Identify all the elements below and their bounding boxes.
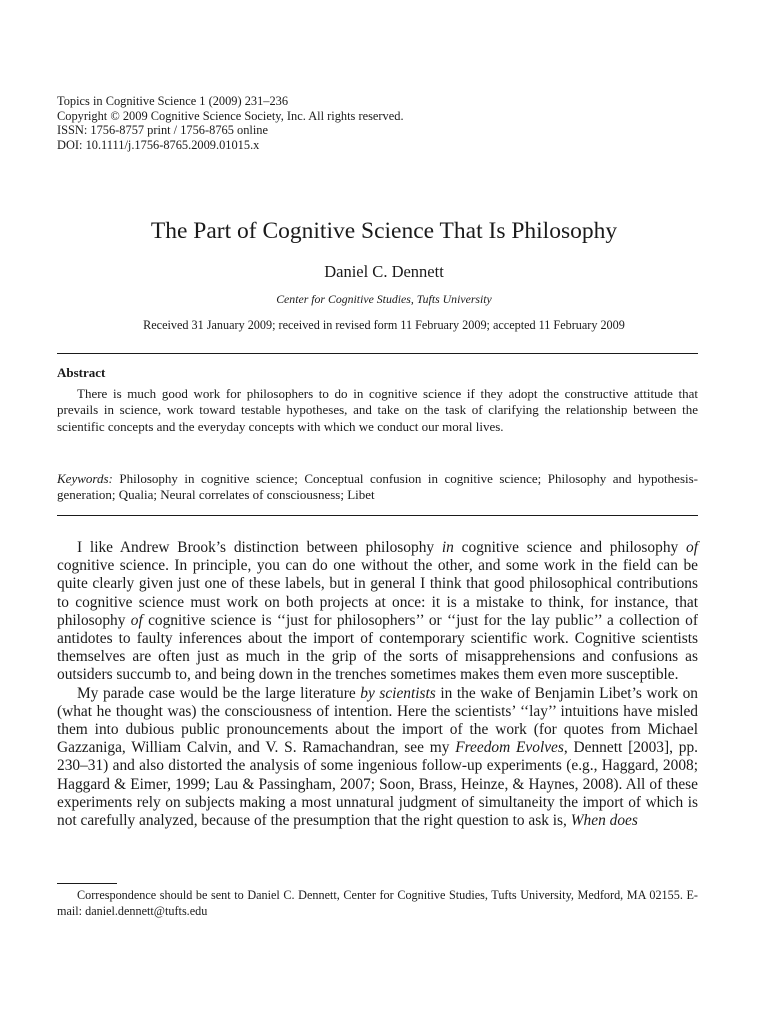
journal-metadata — [57, 94, 404, 152]
copyright-notice: Copyright © 2009 Cognitive Science Society, Inc. All rights reserved. — [57, 108, 404, 123]
issn: ISSN: 1756-8757 print / 1756-8765 online — [57, 123, 268, 138]
article-title: The Part of Cognitive Science That Is Philosophy — [150, 218, 618, 244]
keywords — [57, 471, 698, 504]
abstract-heading: Abstract — [57, 365, 106, 380]
doi: DOI: 10.1111/j.1756-8765.2009.01015.x — [57, 137, 260, 152]
keywords-text: Philosophy in cognitive science; Conceptual confusion in cognitive science; Philosophy and hypothesis-generation; Qualia; Neural correlates of consciousness; Libet — [57, 471, 699, 503]
divider-top — [57, 353, 698, 354]
footnote-divider — [57, 883, 117, 884]
keywords-label: Keywords: — [57, 471, 113, 486]
submission-dates: Received 31 January 2009; received in revised form 11 February 2009; accepted 11 February 2009 — [143, 318, 625, 332]
abstract-text: There is much good work for philosophers to do in cognitive science if they adopt the constructive attitude that prevails in science, work toward testable hypotheses, and take on the task of clarifying the relationship between the scientific concepts and the everyday concepts with which we conduct our moral lives. — [57, 386, 698, 434]
paragraph-2: My parade case would be the large literature by scientists in the wake of Benjamin Libet’s work on (what he thought was) the consciousness of intention. Here the scientists’ ‘‘lay’’ intuitions have misled them into dubious public pronouncements about the import of the work (for quotes from Michael Gazzaniga, William Calvin, and V. S. Ramachandran, see my Freedom Evolves, Dennett [2003], pp. 230–31) and also distorted the analysis of some ingenious follow-up experiments (e.g., Haggard, 2008; Haggard & Eimer, 1999; Lau & Passingham, 2007; Soon, Brass, Heinze, & Haynes, 2008). All of these experiments rely on subjects making a most unnatural judgment of simultaneity the import of which is not carefully analyzed, because of the presumption that the right question to ask is, When does — [57, 684, 698, 830]
body-text — [57, 539, 698, 830]
correspondence-footnote: Correspondence should be sent to Daniel C. Dennett, Center for Cognitive Studies, Tufts University, Medford, MA 02155. E-mail: daniel.dennett@tufts.edu — [57, 888, 698, 918]
author-affiliation: Center for Cognitive Studies, Tufts University — [276, 292, 492, 306]
divider-bottom — [57, 515, 698, 516]
author-name: Daniel C. Dennett — [324, 262, 444, 281]
journal-citation: Topics in Cognitive Science 1 (2009) 231–236 — [57, 94, 289, 108]
paragraph-1: I like Andrew Brook’s distinction between philosophy in cognitive science and philosophy of cognitive science. In principle, you can do one without the other, and some work in the field can be quite clearly given just one of these labels, but in general I think that good philosophical contributions to cognitive science must work on both projects at once: it is a mistake to think, for instance, that philosophy of cognitive science is ‘‘just for philosophers’’ or ‘‘just for the lay public’’ a collection of antidotes to faulty inferences about the import of contemporary scientific work. Cognitive scientists themselves are often just as much in the grip of the sorts of misapprehensions and confusions as outsiders succumb to, and being down in the trenches sometimes makes them even more susceptible. — [57, 539, 698, 684]
